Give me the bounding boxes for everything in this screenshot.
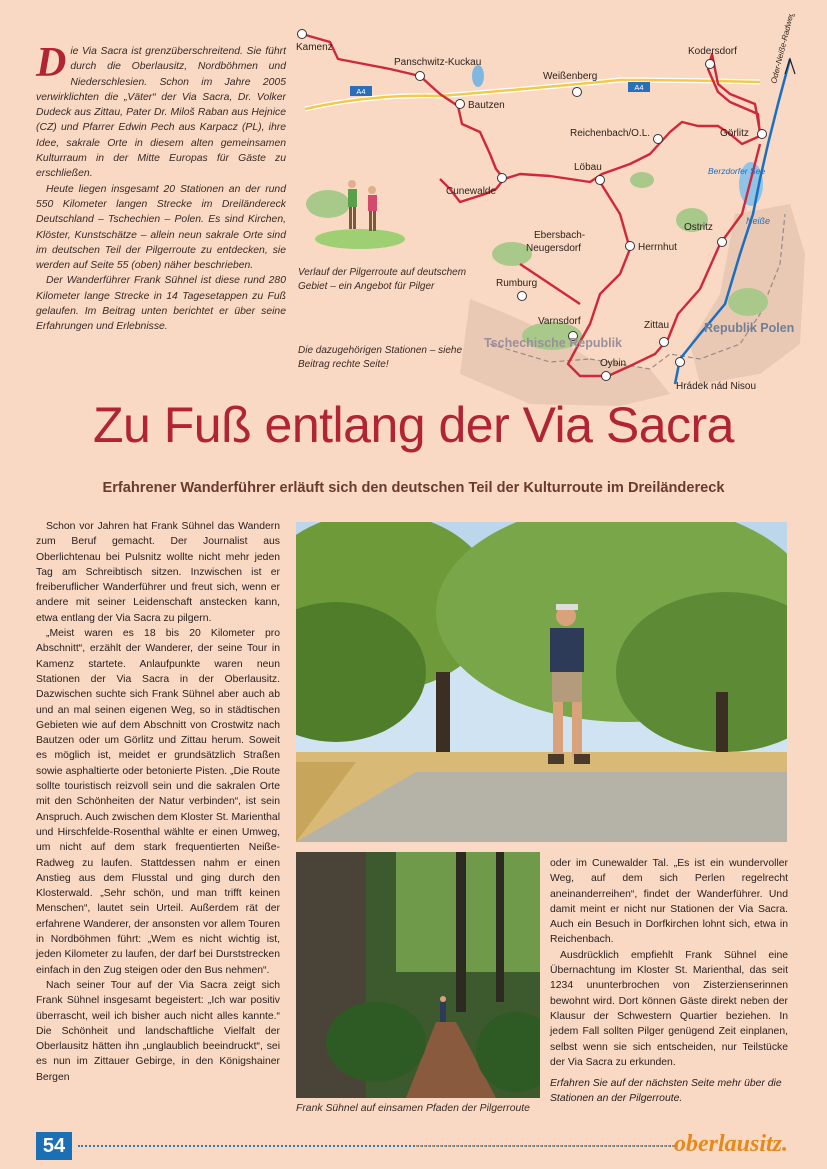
label-ostritz: Ostritz	[684, 222, 713, 233]
label-river: Neiße	[746, 216, 771, 226]
article-title: Zu Fuß entlang der Via Sacra	[93, 397, 734, 453]
label-rumburg: Rumburg	[496, 278, 538, 289]
body-paragraph-6: Erfahren Sie auf der nächsten Seite mehr über die Stationen an der Pilgerroute.	[550, 1078, 782, 1105]
brand-logo: oberlausitz.	[673, 1131, 788, 1157]
label-zittau: Zittau	[644, 320, 670, 331]
intro-text	[36, 40, 286, 335]
label-cunewalde: Cunewalde	[446, 186, 497, 197]
forest-path-photo	[296, 852, 540, 1098]
body-column-3	[550, 856, 788, 1107]
article-subtitle: Erfahrener Wanderführer erläuft sich den deutschen Teil der Kulturroute im Dreiländereck	[102, 480, 725, 496]
body-paragraph-3: Nach seiner Tour auf der Via Sacra zeigt sich Frank Sühnel insgesamt begeistert: „Ich war positiv überrascht, weil ich bisher auch nicht alles kannte.“ Die Schönheit und landschaftliche Vielfalt der Oberlausitz hätten ihn „unglaublich beeindruckt“, sei es nun im Zittauer Gebirge, in den Königshainer Bergen	[36, 979, 280, 1083]
map-caption-2: Die dazugehörigen Stationen – siehe Beitrag rechte Seite!	[298, 345, 463, 370]
label-poland: Republik Polen	[704, 321, 795, 335]
label-kamenz: Kamenz	[296, 42, 333, 53]
label-oybin: Oybin	[600, 358, 627, 369]
label-reichenbach: Reichenbach/O.L.	[570, 128, 651, 139]
label-varnsdorf: Varnsdorf	[538, 316, 581, 327]
body-paragraph-4: oder im Cunewalder Tal. „Es ist ein wundervoller Weg, auf dem sich Perlen regelrecht aneinanderreihen“, findet der Wanderführer. Und damit meint er nicht nur Stationen der Via Sacra. Auch ein Besuch in Dorfkirchen lohnt sich, etwa in Reichenbach.	[550, 858, 788, 946]
label-weissenberg: Weißenberg	[543, 71, 598, 82]
label-kodersdorf: Kodersdorf	[688, 46, 737, 57]
body-paragraph-2: „Meist waren es 18 bis 20 Kilometer pro Abschnitt“, erzählt der Wanderer, der seine Tour in Kamenz startete. Anlaufpunkte waren neun Stationen der Via Sacra in der Oberlausitz. Dazwischen suchte sich Frank Sühnel aber auch ab und an mal seinen eigenen Weg, so in städtischen Gebieten wie auf dem Abschnitt von Crostwitz nach Bautzen oder um Görlitz und Zittau herum. Soweit es möglich ist, meidet er grundsätzlich Straßen sowie asphaltierte oder betonierte Pisten. „Die Route sollte touristisch reizvoll sein und die sakralen Orte mit den Schönheiten der Natur verbinden“, ist sein Anspruch. Auch zwischen dem Kloster St. Marienthal und Hirschfelde-Rosenthal wählte er einen Umweg, um nicht auf dem stark frequentierten Neiße-Radweg zu laufen. Stattdessen nahm er einen Anstieg aus dem Flusstal und ging durch den Klosterwald. „Sehr schön, und man trifft keinen Menschen“, lautet sein Urteil. Außerdem rät der erfahrene Wanderer, der ansonsten vor allem Touren in Nordböhmen führt: „Wem es nicht wichtig ist, jeden Kilometer zu laufen, der darf bei Durststrecken einfach in den Zug steigen oder den Bus nehmen“.	[36, 628, 280, 976]
label-ebersbach: Ebersbach-	[534, 230, 586, 241]
forest-photo-caption: Frank Sühnel auf einsamen Pfaden der Pilgerroute	[296, 1103, 530, 1114]
label-czech: Tschechische Republik	[484, 336, 623, 350]
label-loebau: Löbau	[574, 162, 602, 173]
label-radweg: Oder-Neiße-Radweg	[769, 14, 796, 85]
label-bautzen: Bautzen	[468, 100, 505, 111]
label-herrnhut: Herrnhut	[638, 242, 677, 253]
intro-paragraph-2: Heute liegen insgesamt 20 Stationen an der rund 550 Kilometer langen Strecke im Dreiländereck Deutschland – Tschechien – Polen. Es sind Kirchen, Klöster, Kunstschätze – allein neun sakrale Orte sind im deutschen Teil der Pilgerroute zu entdecken, sie werden auf Seite 55 (oben) näher beschrieben.	[36, 183, 286, 272]
body-column-1	[36, 519, 280, 1085]
map-caption-1: Verlauf der Pilgerroute auf deutschem Gebiet – ein Angebot für Pilger	[298, 267, 467, 292]
hiker-photo	[296, 522, 787, 842]
drop-cap: D	[36, 40, 67, 86]
footer-divider-orange	[416, 1145, 678, 1147]
label-hradek: Hrádek nád Nisou	[676, 381, 757, 392]
label-panschwitz: Panschwitz-Kuckau	[394, 57, 482, 68]
body-paragraph-1: Schon vor Jahren hat Frank Sühnel das Wandern zum Beruf gemacht. Der Journalist aus Oberlichtenau bei Pulsnitz wollte nicht mehr jeden Tag am Schreibtisch sitzen. Inzwischen ist er freiberuflicher Wanderführer und freut sich, wenn er andere mit seiner Leidenschaft anstecken kann, etwa entlang der Via Sacra zu pilgern.	[36, 521, 280, 624]
a4-label-2: A4	[634, 83, 644, 92]
page-footer	[36, 1129, 788, 1163]
intro-paragraph-1: ie Via Sacra ist grenzüberschreitend. Sie führt durch die Oberlausitz, Nordböhmen und Niederschlesien. Schon im Jahre 2005 verwirklichten die „Väter“ der Via Sacra, Dr. Volker Dudeck aus Zittau, Pater Dr. Miloš Raban aus Hejnice (CZ) und Pfarrer Edwin Pech aus Karpacz (PL), ihre Idee, sakrale Orte in diesem alten gemeinsamen Kulturraum in der Mitte Europas für Gäste zu erschließen.	[36, 46, 286, 180]
intro-paragraph-3: Der Wanderführer Frank Sühnel ist diese rund 280 Kilometer lange Strecke in 14 Tagesetappen zu Fuß gelaufen. Im Beitrag unten berichtet er über seine Erfahrungen und Erlebnisse.	[36, 275, 286, 333]
body-paragraph-5: Ausdrücklich empfiehlt Frank Sühnel eine Übernachtung im Kloster St. Marienthal, das seit 1234 ununterbrochen von Zisterzienserinnen bewohnt wird. Dort können Gäste direkt neben der Klausur der Schwestern Quartier beziehen. In jedem Fall sollten Pilger genügend Zeit einplanen, selbst wenn sie sich entscheiden, nur Teilstücke der Via Sacra zu erkunden.	[550, 949, 788, 1068]
label-goerlitz: Görlitz	[720, 128, 749, 139]
label-lake: Berzdorfer See	[708, 166, 766, 176]
label-neugersdorf: Neugersdorf	[526, 243, 582, 254]
a4-label-1: A4	[356, 87, 366, 96]
page-number: 54	[36, 1132, 72, 1160]
